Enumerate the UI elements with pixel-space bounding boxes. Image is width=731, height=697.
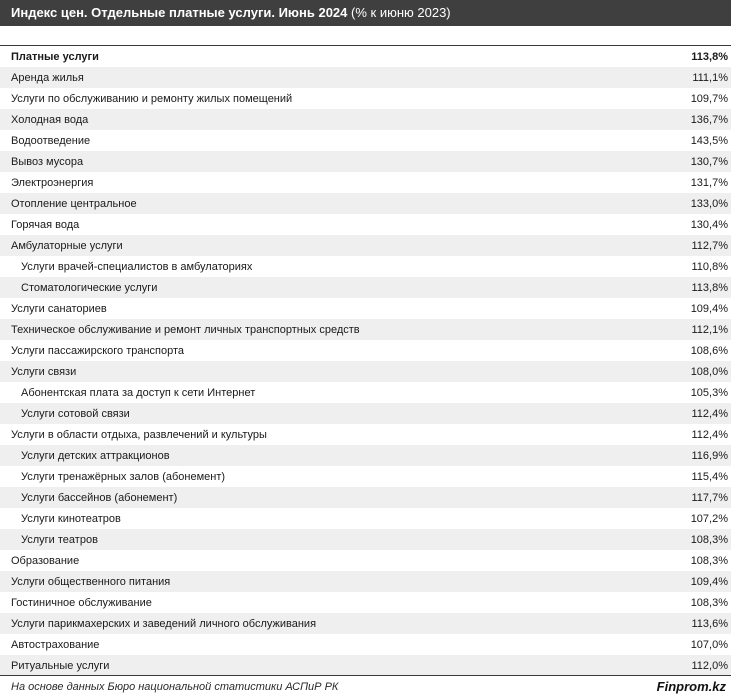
row-label: Гостиничное обслуживание xyxy=(11,596,152,609)
table-row xyxy=(0,172,731,193)
row-label: Электроэнергия xyxy=(11,176,94,189)
row-value: 130,4% xyxy=(690,218,728,231)
row-value: 111,1% xyxy=(692,71,728,84)
row-label: Холодная вода xyxy=(11,113,89,126)
table-row xyxy=(0,235,731,256)
row-label: Отопление центральное xyxy=(11,197,137,210)
table-row xyxy=(0,655,731,676)
row-label: Услуги в области отдыха, развлечений и культуры xyxy=(11,428,267,441)
row-value: 108,6% xyxy=(690,344,728,357)
row-label: Услуги бассейнов (абонемент) xyxy=(21,491,178,504)
row-value: 143,5% xyxy=(690,134,728,147)
row-label: Услуги общественного питания xyxy=(11,575,171,588)
table-row xyxy=(0,403,731,424)
table-row xyxy=(0,424,731,445)
title-bar xyxy=(0,0,731,26)
table-row xyxy=(0,46,731,67)
row-label: Платные услуги xyxy=(11,50,99,63)
row-label: Услуги детских аттракционов xyxy=(21,449,170,462)
row-label: Амбулаторные услуги xyxy=(11,239,123,252)
row-value: 105,3% xyxy=(690,386,728,399)
row-value: 113,6% xyxy=(691,617,728,630)
table-row xyxy=(0,487,731,508)
row-value: 109,4% xyxy=(690,575,728,588)
row-label: Услуги врачей-специалистов в амбулаториях xyxy=(21,260,253,273)
row-value: 112,1% xyxy=(691,323,728,336)
table-row xyxy=(0,193,731,214)
table-row xyxy=(0,445,731,466)
row-value: 130,7% xyxy=(690,155,728,168)
table-row xyxy=(0,88,731,109)
row-value: 108,3% xyxy=(690,596,728,609)
table-row xyxy=(0,256,731,277)
table-row xyxy=(0,571,731,592)
row-label: Ритуальные услуги xyxy=(11,659,110,672)
table-row xyxy=(0,130,731,151)
row-value: 109,4% xyxy=(690,302,728,315)
table-row xyxy=(0,361,731,382)
row-label: Образование xyxy=(11,554,80,567)
row-label: Аренда жилья xyxy=(11,71,84,84)
row-value: 107,2% xyxy=(690,512,728,525)
row-value: 112,7% xyxy=(691,239,728,252)
row-label: Стоматологические услуги xyxy=(21,281,158,294)
table-row xyxy=(0,613,731,634)
row-label: Автострахование xyxy=(11,638,100,651)
table-row xyxy=(0,298,731,319)
table-row xyxy=(0,67,731,88)
row-value: 113,8% xyxy=(691,281,728,294)
row-value: 109,7% xyxy=(690,92,728,105)
row-label: Вывоз мусора xyxy=(11,155,84,168)
row-value: 133,0% xyxy=(690,197,728,210)
row-label: Техническое обслуживание и ремонт личных транспортных средств xyxy=(11,323,360,336)
row-value: 136,7% xyxy=(690,113,728,126)
row-value: 115,4% xyxy=(691,470,728,483)
row-label: Услуги санаториев xyxy=(11,302,107,315)
row-value: 108,0% xyxy=(690,365,728,378)
row-label: Услуги кинотеатров xyxy=(21,512,121,525)
row-value: 107,0% xyxy=(690,638,728,651)
row-value: 112,4% xyxy=(691,407,728,420)
footer xyxy=(0,675,731,697)
row-label: Абонентская плата за доступ к сети Интернет xyxy=(21,386,256,399)
table-row xyxy=(0,382,731,403)
row-label: Услуги связи xyxy=(11,365,77,378)
row-label: Услуги пассажирского транспорта xyxy=(11,344,185,357)
row-label: Услуги театров xyxy=(21,533,98,546)
row-value: 112,0% xyxy=(691,659,728,672)
row-value: 116,9% xyxy=(691,449,728,462)
table-title-unit: (% к июню 2023) xyxy=(351,5,451,20)
row-label: Водоотведение xyxy=(11,134,91,147)
table-row xyxy=(0,214,731,235)
row-value: 113,8% xyxy=(691,50,728,63)
table-row xyxy=(0,151,731,172)
row-label: Услуги парикмахерских и заведений личного обслуживания xyxy=(11,617,317,630)
row-value: 117,7% xyxy=(691,491,728,504)
row-value: 112,4% xyxy=(691,428,728,441)
row-value: 108,3% xyxy=(690,533,728,546)
table-row xyxy=(0,529,731,550)
table-row xyxy=(0,466,731,487)
row-label: Услуги сотовой связи xyxy=(21,407,130,420)
row-value: 110,8% xyxy=(691,260,728,273)
row-label: Услуги по обслуживанию и ремонту жилых помещений xyxy=(11,92,293,105)
table-row xyxy=(0,277,731,298)
price-index-table xyxy=(0,45,731,676)
row-value: 131,7% xyxy=(690,176,728,189)
table-row xyxy=(0,319,731,340)
header-spacer xyxy=(0,26,731,45)
table-row xyxy=(0,109,731,130)
brand-logo-text: Finprom.kz xyxy=(656,679,726,694)
row-label: Горячая вода xyxy=(11,218,80,231)
table-row xyxy=(0,634,731,655)
row-value: 108,3% xyxy=(690,554,728,567)
table-row xyxy=(0,592,731,613)
source-note: На основе данных Бюро национальной статистики АСПиР РК xyxy=(11,680,339,693)
table-row xyxy=(0,340,731,361)
table-title: Индекс цен. Отдельные платные услуги. Июнь 2024 xyxy=(11,5,348,20)
table-row xyxy=(0,508,731,529)
table-row xyxy=(0,550,731,571)
row-label: Услуги тренажёрных залов (абонемент) xyxy=(21,470,226,483)
